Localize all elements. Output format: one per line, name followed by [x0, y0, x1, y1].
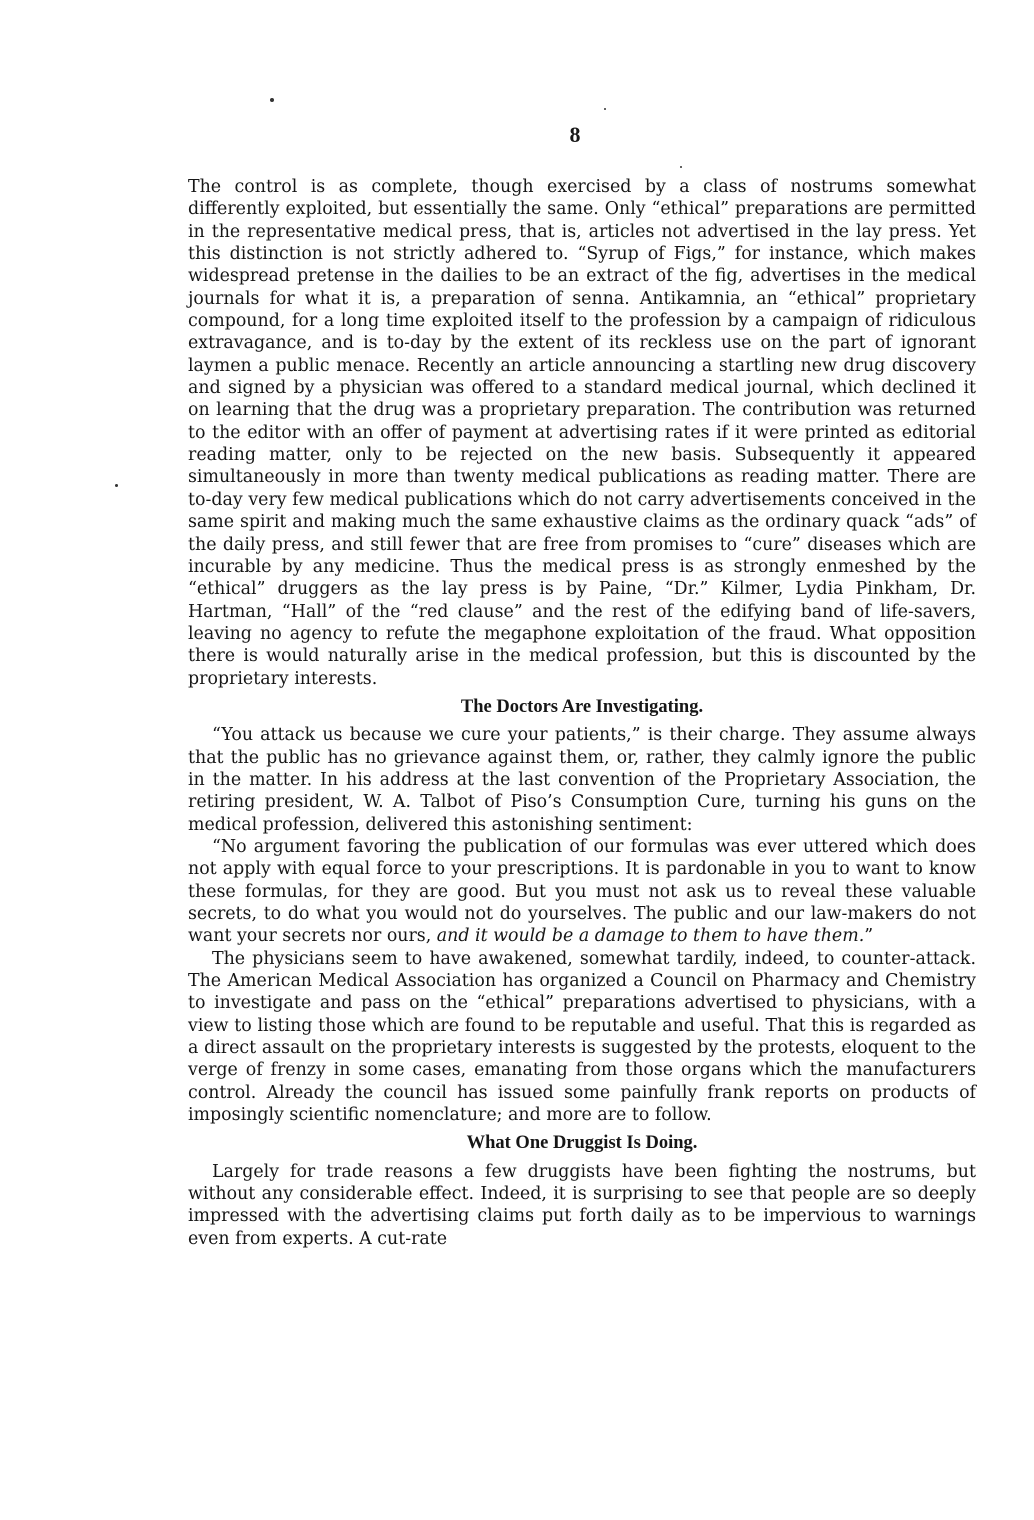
print-speck [115, 484, 118, 487]
print-speck [270, 98, 274, 102]
quoted-paragraph [188, 836, 976, 948]
quote-text: “No argument favoring the publication of our formulas was ever uttered which does not apply with equal force to your prescriptions. It is pardonable in you to want to know these formulas, for they are good. But you must not ask us to reveal these valuable secrets, to do what you would not do yourselves. The public and our law-makers do not want your secrets nor ours, [188, 836, 976, 947]
page-number: 8 [569, 122, 581, 147]
section-heading: What One Druggist Is Doing. [466, 1133, 698, 1154]
print-speck [604, 108, 606, 110]
section-heading: The Doctors Are Investigating. [460, 696, 704, 717]
paragraph: The control is as complete, though exercised by a class of nostrums somewhat differently exploited, but essentially the same. Only “ethical” preparations are permitted in the representative medical press, that is, articles not advertised in the lay press. Yet this distinction is not strictly adhered to. “Syrup of Figs,” for instance, which makes widespread pretense in the dailies to be an extract of the fig, advertises in the medical journals for what it is, a preparation of senna. Antikamnia, an “ethical” proprietary compound, for a long time exploited itself to the profession by a campaign of ridiculous extravagance, and is to-day by the extent of its reckless use on the part of ignorant laymen a public menace. Recently an article announcing a startling new drug discovery and signed by a physician was offered to a standard medical journal, which declined it on learning that the drug was a proprietary preparation. The contribution was returned to the editor with an offer of payment at advertising rates if it were printed as editorial reading matter, only to be rejected on the new basis. Subsequently it appeared simultaneously in more than twenty medical publications as reading matter. There are to-day very few medical publications which do not carry advertisements conceived in the same spirit and making much the same exhaustive claims as the ordinary quack “ads” of the daily press, and still fewer that are free from promises to “cure” diseases which are incurable by any medicine. Thus the medical press is as strongly enmeshed by the “ethical” druggers as the lay press is by Paine, “Dr.” Kilmer, Lydia Pinkham, Dr. Hartman, “Hall” of the “red clause” and the rest of the edifying band of life-savers, leaving no agency to refute the megaphone exploitation of the fraud. What opposition there is would naturally arise in the medical profession, but this is discounted by the proprietary interests. [188, 177, 976, 689]
body-text [188, 176, 976, 1250]
print-speck [680, 166, 682, 168]
quote-close: ” [864, 926, 874, 947]
quote-emphasis: and it would be a damage to them to have them. [436, 926, 865, 947]
paragraph: The physicians seem to have awakened, somewhat tardily, indeed, to counter-attack. The American Medical Association has organized a Council on Pharmacy and Chemistry to investigate and pass on the “ethical” preparations advertised to physicians, with a view to listing those which are found to be reputable and useful. That this is regarded as a direct assault on the proprietary interests is suggested by the protests, eloquent to the verge of frenzy in some cases, emanating from those organs which the manufacturers control. Already the council has issued some painfully frank reports on products of imposingly scientific nomenclature; and more are to follow. [188, 948, 976, 1126]
paragraph: Largely for trade reasons a few druggists have been fighting the nostrums, but without any considerable effect. Indeed, it is surprising to see that people are so deeply impressed with the advertising claims put forth daily as to be impervious to warnings even from experts. A cut-rate [188, 1161, 976, 1249]
paragraph: “You attack us because we cure your patients,” is their charge. They assume always that the public has no grievance against them, or, rather, they calmly ignore the public in the matter. In his address at the last convention of the Proprietary Association, the retiring president, W. A. Talbot of Piso’s Consumption Cure, turning his guns on the medical profession, delivered this astonishing sentiment: [188, 725, 976, 835]
